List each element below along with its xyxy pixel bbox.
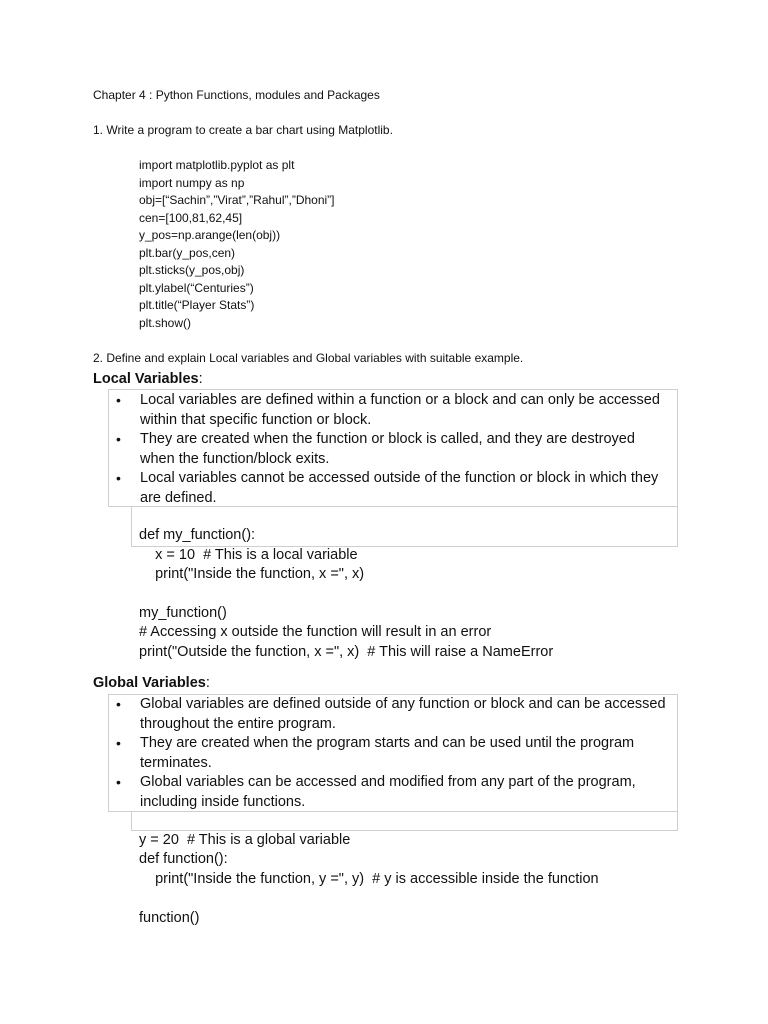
code-line: plt.show() [139, 316, 192, 330]
code-line: x = 10 # This is a local variable [139, 547, 358, 563]
code-line: import numpy as np [139, 176, 245, 190]
code-line: function() [139, 910, 200, 926]
code-line: plt.sticks(y_pos,obj) [139, 263, 245, 277]
code-line: def my_function(): [139, 527, 256, 543]
code-line: plt.title(“Player Stats”) [139, 298, 255, 312]
code-line: y_pos=np.arange(len(obj)) [139, 228, 281, 242]
list-item: • Global variables are defined outside of any function or block and can be accessed throughout the entire program. [110, 695, 670, 734]
code-line: def function(): [139, 851, 228, 867]
local-heading-text: Local Variables [93, 371, 199, 387]
code-line: my_function() [139, 605, 227, 621]
code-line: print("Outside the function, x =", x) # This will raise a NameError [139, 644, 554, 660]
list-item: • Local variables cannot be accessed outside of the function or block in which they are defined. [110, 469, 670, 508]
code-line: cen=[100,81,62,45] [139, 211, 243, 225]
chapter-title: Chapter 4 : Python Functions, modules and Packages [93, 88, 380, 102]
list-item: • They are created when the function or block is called, and they are destroyed when the function/block exits. [110, 430, 670, 469]
code-line: print("Inside the function, x =", x) [139, 566, 365, 582]
code-line: y = 20 # This is a global variable [139, 832, 351, 848]
question-1: 1. Write a program to create a bar chart using Matplotlib. [93, 123, 393, 137]
list-item: • They are created when the program starts and can be used until the program terminates. [110, 734, 670, 773]
global-variables-heading [93, 675, 210, 691]
global-code-box [131, 811, 678, 831]
code-line: print("Inside the function, y =", y) # y is accessible inside the function [139, 871, 599, 887]
list-item: • Global variables can be accessed and modified from any part of the program, including inside functions. [110, 773, 670, 812]
question-2: 2. Define and explain Local variables and Global variables with suitable example. [93, 351, 524, 365]
global-heading-colon: : [205, 675, 210, 691]
code-line: import matplotlib.pyplot as plt [139, 158, 295, 172]
local-variables-heading [93, 371, 203, 387]
code-line: plt.bar(y_pos,cen) [139, 246, 236, 260]
global-heading-text: Global Variables [93, 675, 206, 691]
list-item: • Local variables are defined within a function or a block and can only be accessed within that specific function or block. [110, 391, 670, 430]
code-line: # Accessing x outside the function will result in an error [139, 624, 492, 640]
code-line: obj=[“Sachin”,”Virat”,”Rahul”,”Dhoni”] [139, 193, 335, 207]
local-heading-colon: : [198, 371, 203, 387]
local-bullet-list [110, 391, 670, 508]
global-bullet-list [110, 695, 670, 812]
code-line: plt.ylabel(“Centuries”) [139, 281, 254, 295]
